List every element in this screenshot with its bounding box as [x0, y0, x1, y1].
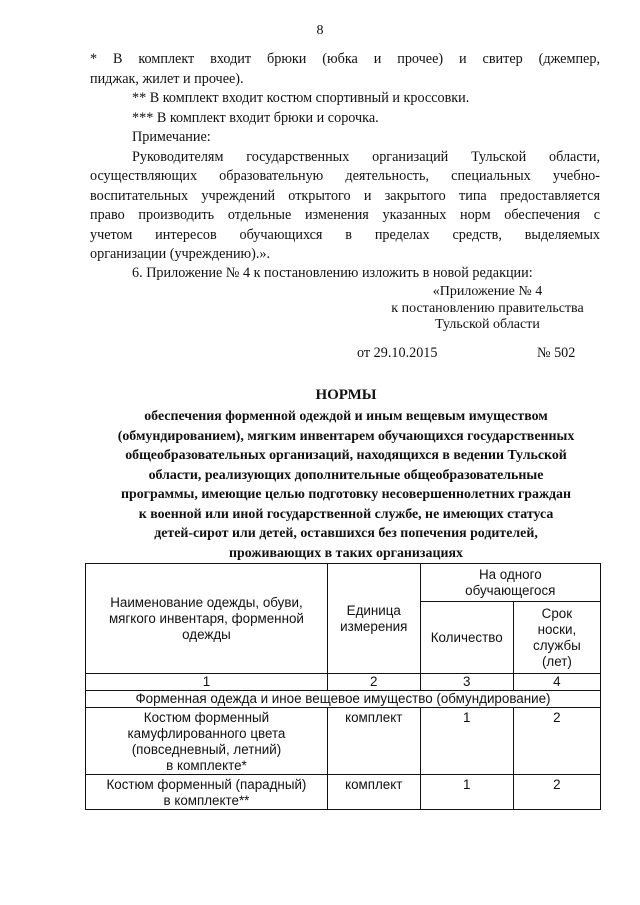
- norms-table: [85, 563, 601, 810]
- footnote-1-line-1: * В комплект входит брюки (юбка и прочее) и свитер (джемпер,: [90, 51, 600, 67]
- header-term-line: носки,: [537, 621, 577, 637]
- appendix-number: № 502: [537, 345, 576, 361]
- footnote-3: *** В комплект входит брюки и сорочка.: [132, 110, 379, 126]
- item-name-line: в комплекте**: [163, 793, 250, 808]
- subtitle-line: обеспечения форменной одеждой и иным вещевым имуществом: [144, 409, 548, 424]
- table-row: [86, 775, 601, 810]
- header-unit-line: измерения: [340, 618, 408, 634]
- col-number: 1: [86, 674, 328, 691]
- subtitle-line: области, реализующих дополнительные общеобразовательные: [148, 467, 544, 483]
- note-line-2: осуществляющих образовательную деятельность, специальных учебно-: [90, 168, 600, 184]
- section-row: [86, 691, 601, 708]
- subtitle-line: программы, имеющие целью подготовку несовершеннолетних граждан: [120, 487, 572, 502]
- col-number: 3: [420, 674, 513, 691]
- note-line-6: организации (учреждению).».: [90, 246, 271, 262]
- item-name-line: (повседневный, летний): [131, 742, 282, 757]
- item-name-line: в комплекте*: [166, 758, 247, 773]
- item-term: 2: [513, 708, 600, 775]
- item-name-line: камуфлированного цвета: [127, 726, 286, 741]
- header-unit-line: Единица: [346, 602, 401, 618]
- footnote-2: ** В комплект входит костюм спортивный и кроссовки.: [132, 90, 470, 106]
- header-per-line: На одного: [478, 566, 542, 582]
- note-line-4: право производить отдельные изменения указанных норм обеспечения с: [90, 207, 600, 223]
- item-6: 6. Приложение № 4 к постановлению изложить в новой редакции:: [132, 265, 533, 281]
- subtitle-line: (обмундированием), мягким инвентарем обучающихся государственных: [117, 428, 575, 444]
- note-line-3: воспитательных учреждений открытого и закрытого типа предоставляется: [90, 188, 600, 204]
- appendix-line-3: Тульской области: [435, 317, 540, 332]
- note-label: Примечание:: [132, 129, 211, 145]
- header-name-line: мягкого инвентаря, форменной: [108, 610, 304, 626]
- appendix-line-1: «Приложение № 4: [432, 284, 543, 299]
- header-term-line: (лет): [541, 653, 572, 669]
- document-title: НОРМЫ: [315, 387, 377, 403]
- footnote-1-line-2: пиджак, жилет и прочее).: [90, 71, 244, 87]
- col-number: 4: [513, 674, 600, 691]
- appendix-header: [380, 284, 595, 334]
- document-subtitle: [90, 407, 602, 563]
- appendix-line-2: к постановлению правительства: [391, 300, 584, 316]
- subtitle-line: детей-сирот или детей, оставшихся без попечения родителей,: [154, 526, 538, 541]
- subtitle-line: проживающих в таких организациях: [229, 545, 463, 561]
- page-number: 8: [316, 23, 324, 38]
- appendix-date: от 29.10.2015: [357, 345, 438, 361]
- header-per-line: обучающегося: [465, 582, 556, 598]
- header-name: [86, 564, 328, 674]
- note-line-5: учетом интересов обучающихся в пределах средств, выделяемых: [90, 227, 600, 243]
- item-unit: комплект: [327, 775, 420, 810]
- item-name-line: Костюм форменный: [143, 710, 270, 725]
- header-term-line: Срок: [541, 605, 573, 621]
- header-term: [513, 602, 600, 674]
- item-name-line: Костюм форменный (парадный): [106, 777, 307, 792]
- header-name-line: одежды: [182, 626, 231, 642]
- header-name-line: Наименование одежды, обуви,: [110, 594, 303, 610]
- table-row: [86, 708, 601, 775]
- note-line-1: Руководителям государственных организаций Тульской области,: [132, 149, 600, 165]
- header-row-1: [86, 564, 601, 602]
- header-term-line: службы: [533, 637, 581, 653]
- item-quantity: 1: [420, 775, 513, 810]
- subtitle-line: общеобразовательных организаций, находящихся в ведении Тульской: [125, 448, 567, 463]
- section-title: Форменная одежда и иное вещевое имущество (обмундирование): [86, 691, 601, 708]
- item-term: 2: [513, 775, 600, 810]
- item-unit: комплект: [327, 708, 420, 775]
- item-name: [86, 708, 328, 775]
- subtitle-line: к военной или иной государственной службе, не имеющих статуса: [138, 506, 554, 522]
- item-name: [86, 775, 328, 810]
- column-numbers-row: [86, 674, 601, 691]
- header-per-student: [420, 564, 600, 602]
- col-number: 2: [327, 674, 420, 691]
- header-unit: [327, 564, 420, 674]
- header-quantity: Количество: [420, 602, 513, 674]
- item-quantity: 1: [420, 708, 513, 775]
